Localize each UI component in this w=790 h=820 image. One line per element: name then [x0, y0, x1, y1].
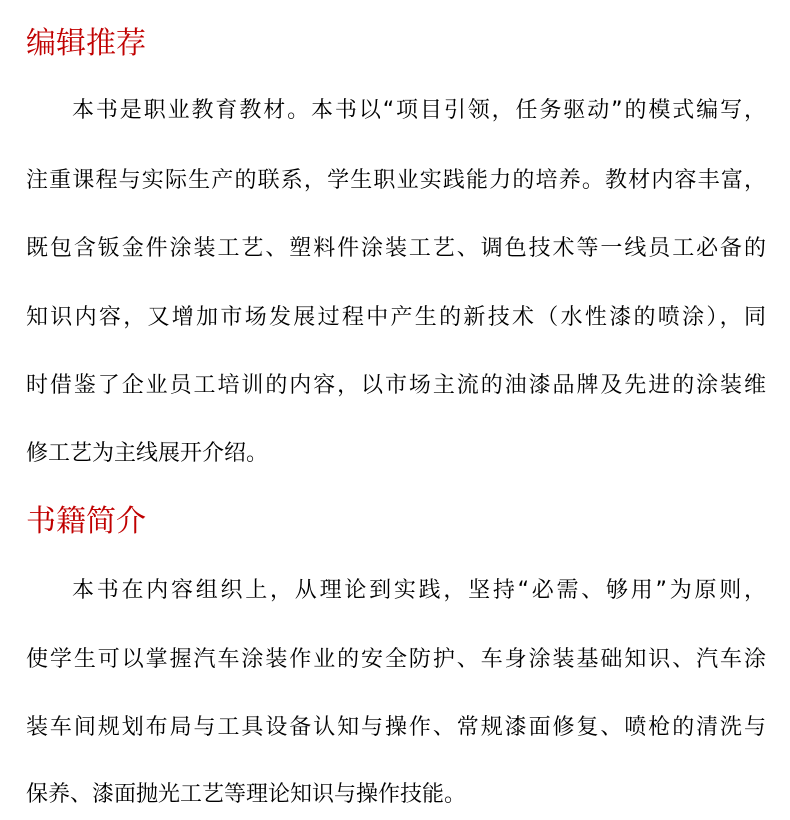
recommendation-line-3: 既包含钣金件涂装工艺、塑料件涂装工艺、调色技术等一线员工必备的 — [26, 236, 766, 261]
recommendation-line-6: 修工艺为主线展开介绍。 — [26, 441, 269, 466]
introduction-line-4: 保养、漆面抛光工艺等理论知识与操作技能。 — [26, 782, 467, 807]
introduction-line-2: 使学生可以掌握汽车涂装作业的安全防护、车身涂装基础知识、汽车涂 — [26, 647, 766, 672]
recommendation-line-1: 本书是职业教育教材。本书以“项目引领，任务驱动”的模式编写， — [72, 98, 766, 123]
book-introduction-heading: 书籍简介 — [26, 504, 146, 539]
recommendation-line-4: 知识内容，又增加市场发展过程中产生的新技术（水性漆的喷涂），同 — [26, 305, 766, 330]
recommendation-line-2: 注重课程与实际生产的联系，学生职业实践能力的培养。教材内容丰富， — [26, 168, 766, 193]
editor-recommendation-heading: 编辑推荐 — [26, 26, 146, 61]
introduction-line-3: 装车间规划布局与工具设备认知与操作、常规漆面修复、喷枪的清洗与 — [26, 715, 766, 740]
recommendation-line-5: 时借鉴了企业员工培训的内容，以市场主流的油漆品牌及先进的涂装维 — [26, 373, 766, 398]
introduction-line-1: 本书在内容组织上，从理论到实践，坚持“必需、够用”为原则， — [72, 578, 766, 603]
